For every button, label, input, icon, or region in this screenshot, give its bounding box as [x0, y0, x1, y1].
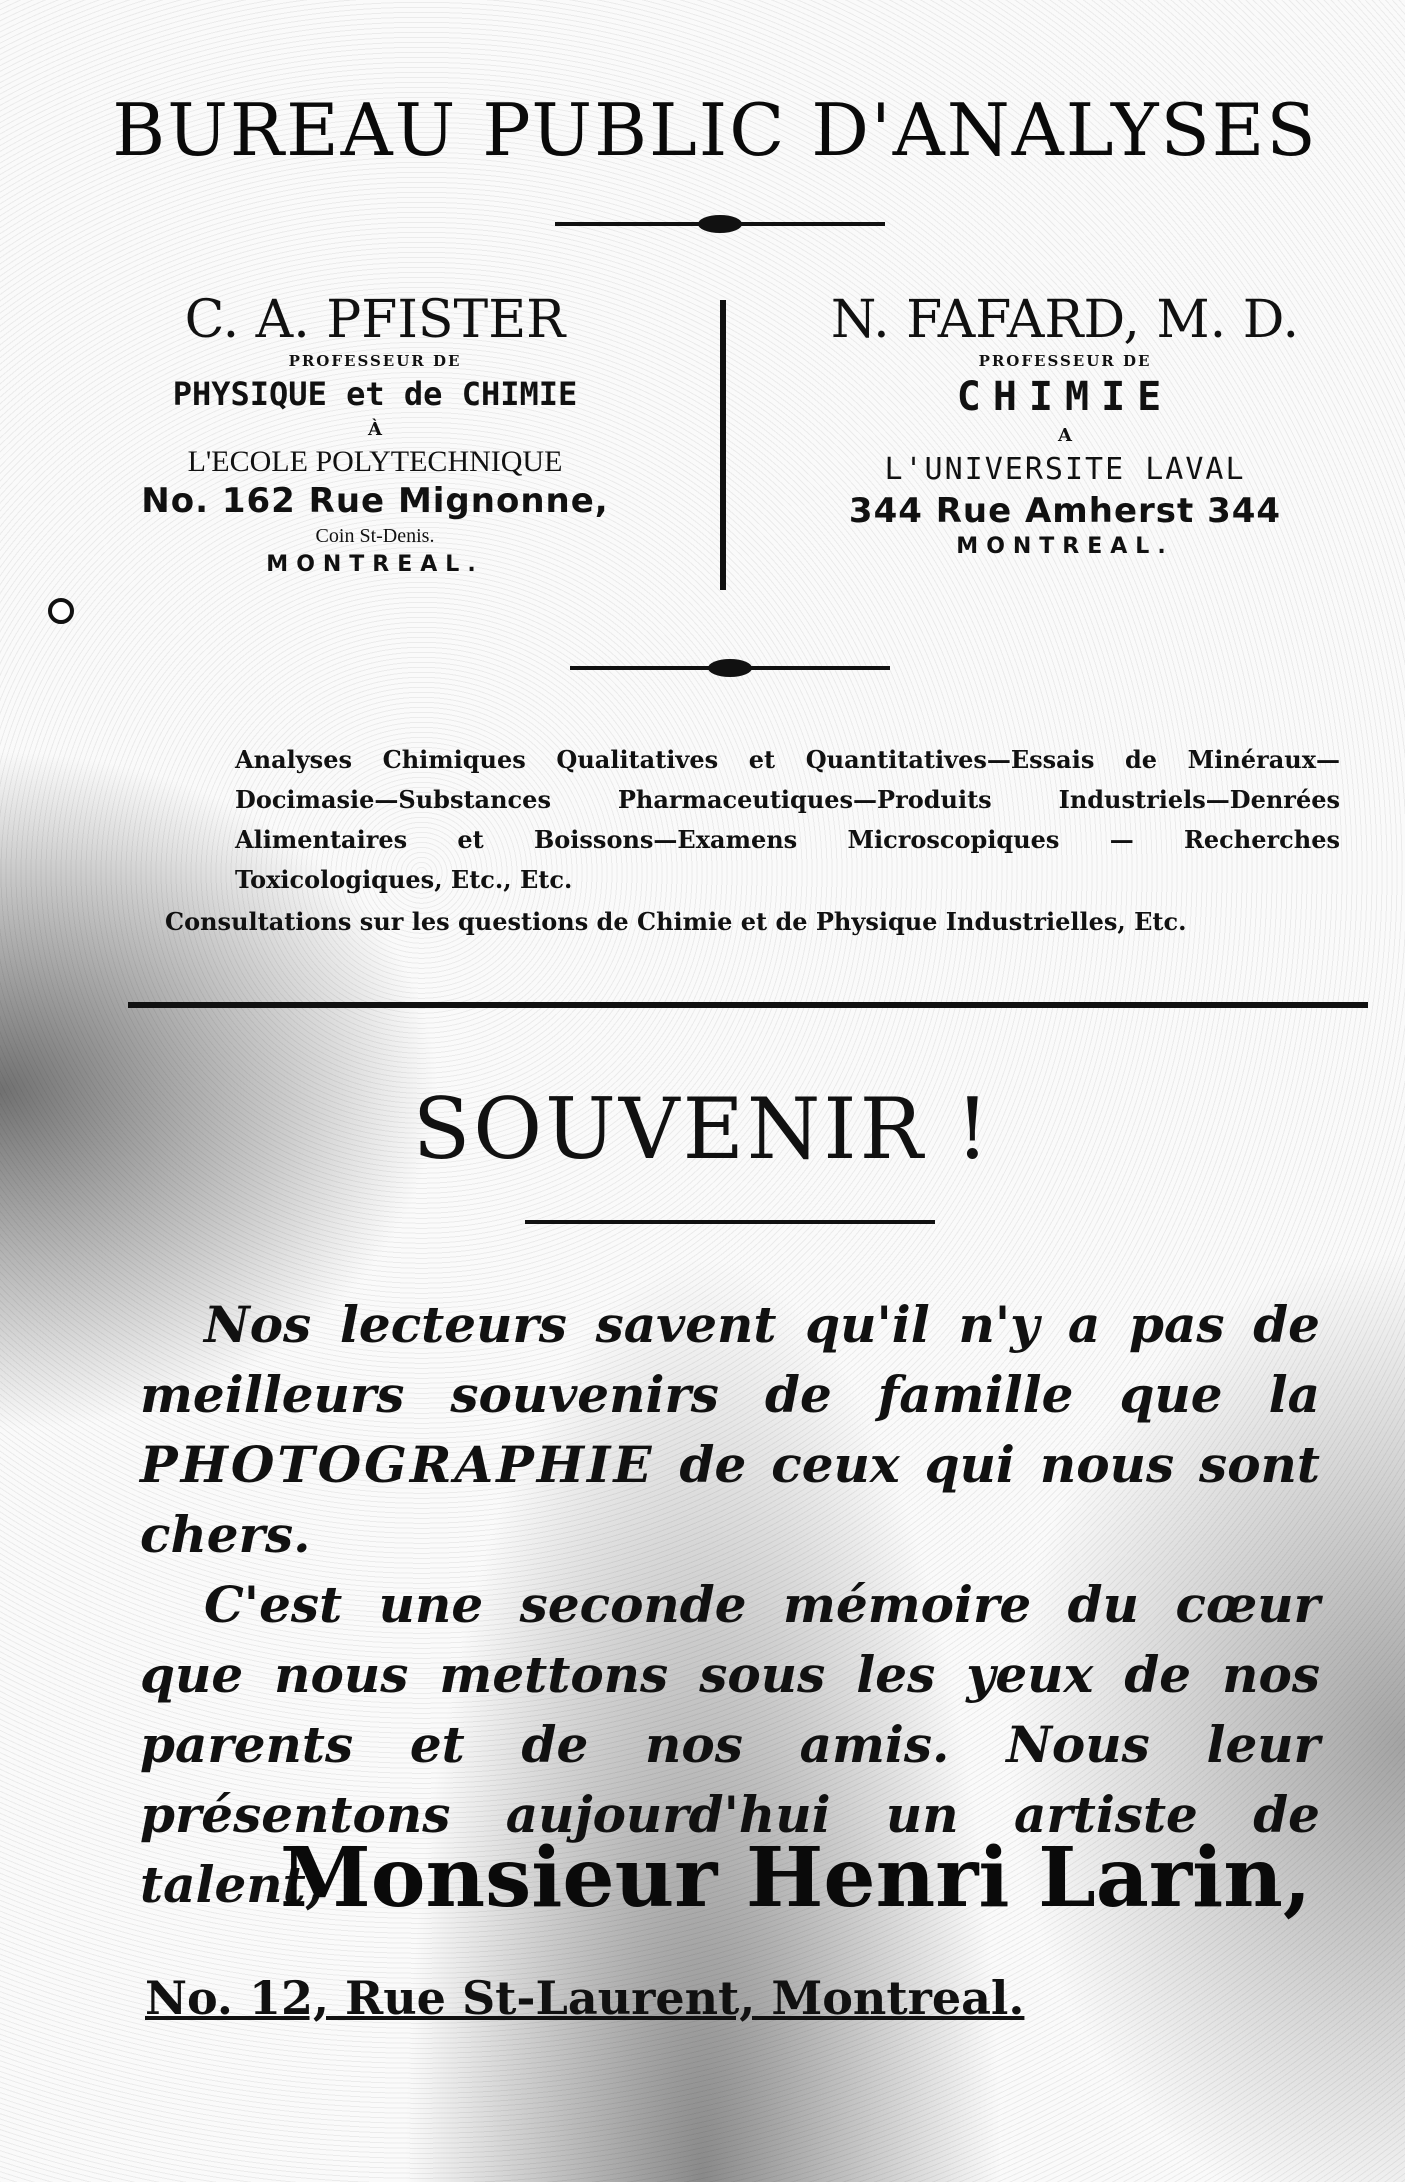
left-professor-name: C. A. PFISTER [184, 290, 566, 350]
photographer-name: Monsieur Henri Larin, [280, 1830, 1312, 1926]
souvenir-rule [525, 1220, 935, 1224]
left-city: MONTREAL. [266, 552, 484, 577]
right-professor-role: PROFESSEUR DE [978, 352, 1152, 370]
right-professor-subject: CHIMIE [956, 374, 1174, 420]
photography-word: PHOTOGRAPHIE [140, 1435, 655, 1494]
paragraph-1-end: de ceux qui nous sont chers. [140, 1435, 1320, 1564]
top-ornament-rule [555, 222, 885, 226]
right-school: L'UNIVERSITE LAVAL [884, 452, 1246, 487]
middle-ornament-rule [570, 666, 890, 670]
souvenir-paragraph-2: C'est une seconde mémoire du cœur que nous mettons sous les yeux de nos parents et de nos amis. Nous leur présentons aujourd'hui un artiste de talent, [140, 1575, 1320, 1914]
punch-hole [48, 598, 74, 624]
consultations-line: Consultations sur les questions de Chimie et de Physique Industrielles, Etc. [165, 907, 1187, 936]
services-paragraph [165, 740, 1340, 942]
left-corner: Coin St-Denis. [315, 525, 435, 547]
left-professor-role: PROFESSEUR DE [288, 352, 462, 370]
right-address: 344 Rue Amherst 344 [848, 491, 1282, 531]
souvenir-paragraph-1 [140, 1290, 1320, 1570]
souvenir-heading: SOUVENIR ! [412, 1080, 993, 1178]
left-professor-subject: PHYSIQUE et de CHIMIE [172, 375, 578, 413]
right-a-line: A [1058, 425, 1072, 446]
section-rule [128, 1002, 1368, 1008]
left-address: No. 162 Rue Mignonne, [141, 481, 609, 521]
paragraph-1-start: Nos lecteurs savent qu'il n'y a pas de meilleurs souvenirs de famille que la [140, 1295, 1320, 1424]
right-professor-name: N. FAFARD, M. D. [830, 290, 1300, 350]
column-divider [720, 300, 726, 590]
left-professor-block [110, 290, 640, 580]
souvenir-body [140, 1290, 1320, 1920]
services-list: Analyses Chimiques Qualitatives et Quantitatives—Essais de Minéraux—Docimasie—Substances Pharmaceutiques—Produits Industriels—Denrées Alimentaires et Boissons—Examens Microscopiques — Recherches Toxicologiques, Etc., Etc. [235, 745, 1340, 894]
right-professor-block [790, 290, 1340, 562]
left-a-line: À [368, 419, 382, 440]
page-title: BUREAU PUBLIC D'ANALYSES [112, 88, 1318, 172]
left-school: L'ECOLE POLYTECHNIQUE [187, 445, 563, 478]
right-city: MONTREAL. [956, 534, 1174, 559]
photographer-address: No. 12, Rue St-Laurent, Montreal. [145, 1971, 1025, 2025]
